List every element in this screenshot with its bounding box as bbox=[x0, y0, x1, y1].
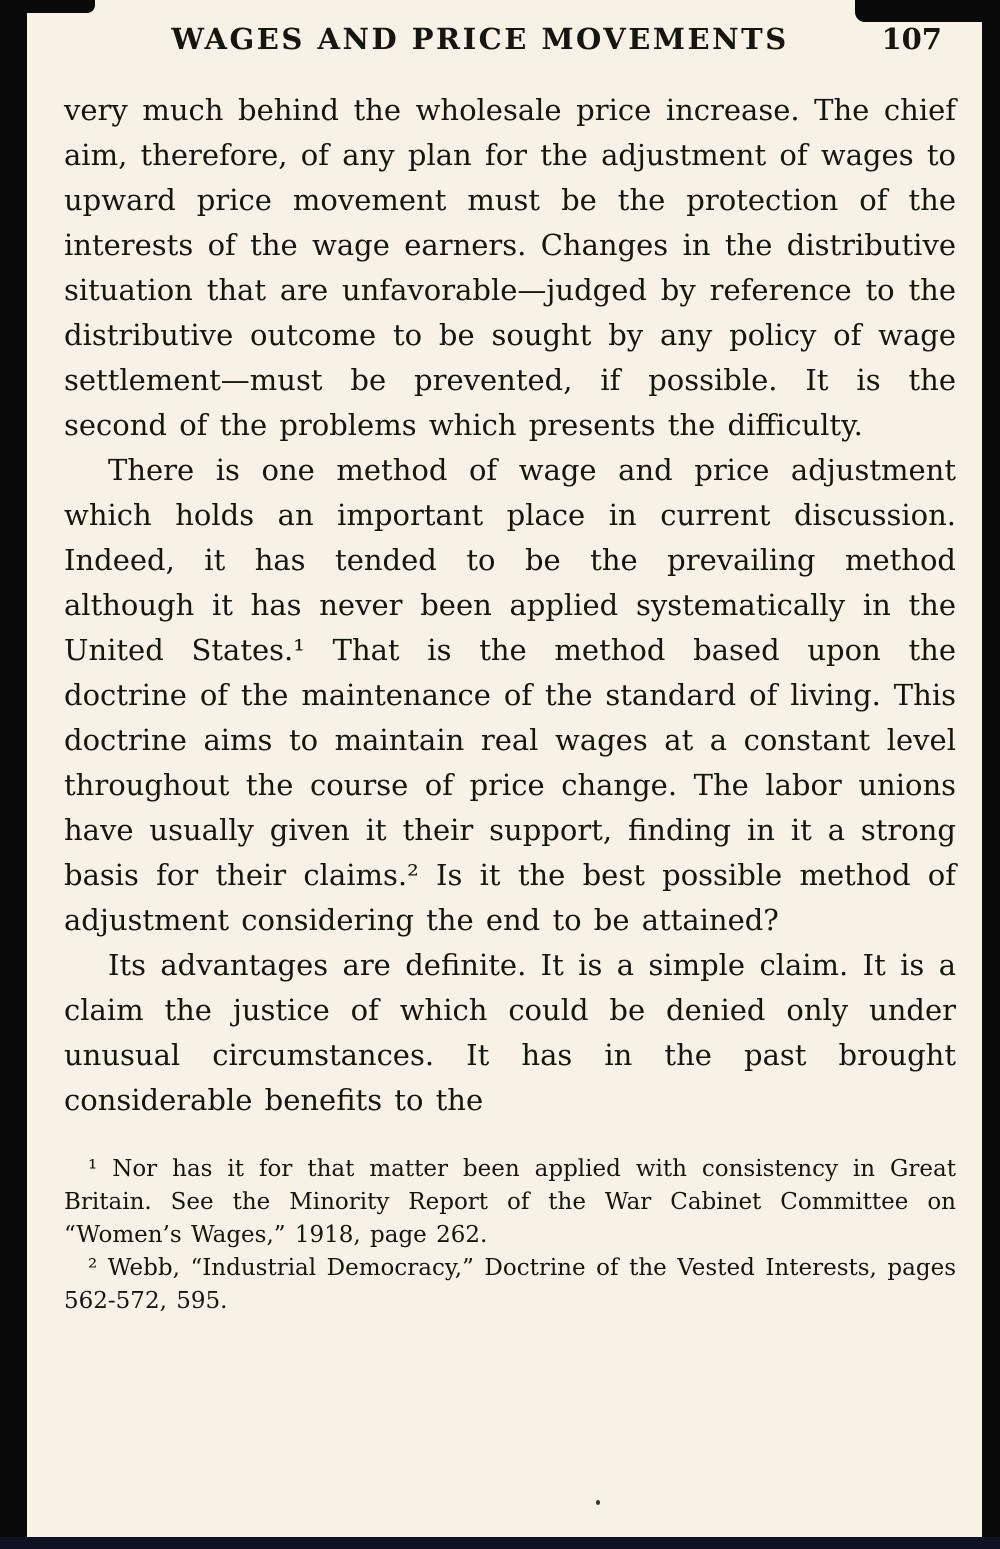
page-number: 107 bbox=[881, 22, 942, 56]
scan-edge-bottom bbox=[0, 1537, 1000, 1549]
scan-edge-top-right bbox=[855, 0, 1000, 22]
scan-edge-left bbox=[0, 0, 27, 1549]
scan-speckle bbox=[596, 1500, 600, 1505]
footnotes bbox=[64, 1153, 956, 1318]
scan-edge-top-left bbox=[0, 0, 95, 13]
footnote-2: ² Webb, “Industrial Democracy,” Doctrine of the Vested Interests, pages 562-572, 595. bbox=[64, 1255, 956, 1314]
page-header bbox=[64, 22, 956, 66]
running-title: WAGES AND PRICE MOVEMENTS bbox=[171, 22, 789, 56]
paragraph-continuation: very much behind the wholesale price increase. The chief aim, therefore, of any plan for the adjustment of wages to upward price movement must be the protection of the interests of the wage earners. Changes in the distributive situation that are unfavorable—judged by reference to the distributive outcome to be sought by any policy of wage settlement—must be prevented, if possible. It is the second of the problems which presents the difficulty. bbox=[64, 93, 956, 442]
paragraph-standard-of-living: There is one method of wage and price adjustment which holds an important place in current discussion. Indeed, it has tended to be the prevailing method although it has never been applied systematically in the United States.¹ That is the method based upon the doctrine of the maintenance of the standard of living. This doctrine aims to maintain real wages at a constant level throughout the course of price change. The labor unions have usually given it their support, finding in it a strong basis for their claims.² Is it the best possible method of adjustment considering the end to be attained? bbox=[64, 453, 956, 937]
paragraph-advantages: Its advantages are definite. It is a simple claim. It is a claim the justice of which could be denied only under unusual circumstances. It has in the past brought considerable benefits to the bbox=[64, 948, 956, 1117]
footnote-1: ¹ Nor has it for that matter been applied with consistency in Great Britain. See the Minority Report of the War Cabinet Committee on “Women’s Wages,” 1918, page 262. bbox=[64, 1156, 956, 1248]
body-text bbox=[64, 88, 956, 1123]
scan-edge-right bbox=[982, 0, 1000, 1549]
